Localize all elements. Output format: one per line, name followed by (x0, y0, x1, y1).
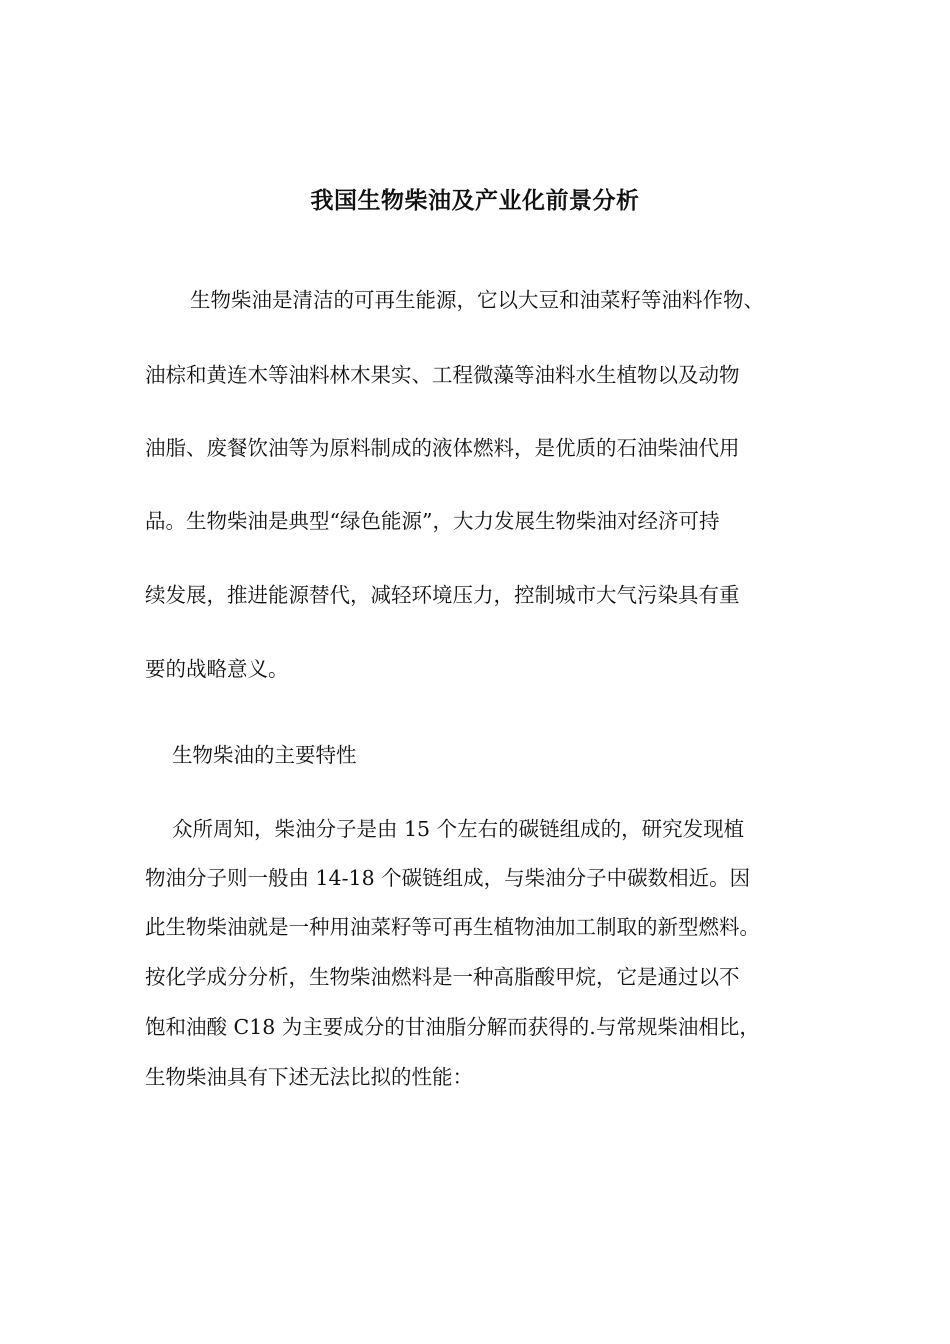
paragraph1-line-5: 续发展，推进能源替代，减轻环境压力，控制城市大气污染具有重 (145, 583, 740, 607)
paragraph1-line-2: 油棕和黄连木等油料林木果实、工程微藻等油料水生植物以及动物 (145, 363, 740, 387)
paragraph1-line-3: 油脂、废餐饮油等为原料制成的液体燃料，是优质的石油柴油代用 (145, 436, 740, 460)
document-title: 我国生物柴油及产业化前景分析 (310, 188, 640, 214)
paragraph2-line-3: 此生物柴油就是一种用油菜籽等可再生植物油加工制取的新型燃料。 (145, 915, 760, 939)
paragraph1-line-1: 生物柴油是清洁的可再生能源，它以大豆和油菜籽等油料作物、 (190, 288, 764, 312)
paragraph2-line-2: 物油分子则一般由 14-18 个碳链组成，与柴油分子中碳数相近。因 (145, 866, 751, 890)
paragraph2-line-6: 生物柴油具有下述无法比拟的性能： (145, 1065, 473, 1089)
paragraph1-line-6: 要的战略意义。 (145, 657, 289, 681)
paragraph1-line-4: 品。生物柴油是典型“绿色能源”，大力发展生物柴油对经济可持 (145, 509, 720, 533)
paragraph2-line-1: 众所周知，柴油分子是由 15 个左右的碳链组成的，研究发现植 (172, 817, 745, 841)
paragraph2-line-4: 按化学成分分析，生物柴油燃料是一种高脂酸甲烷，它是通过以不 (145, 965, 740, 989)
paragraph2-line-5: 饱和油酸 C18 为主要成分的甘油脂分解而获得的.与常规柴油相比， (145, 1015, 760, 1039)
section-heading: 生物柴油的主要特性 (172, 743, 357, 767)
